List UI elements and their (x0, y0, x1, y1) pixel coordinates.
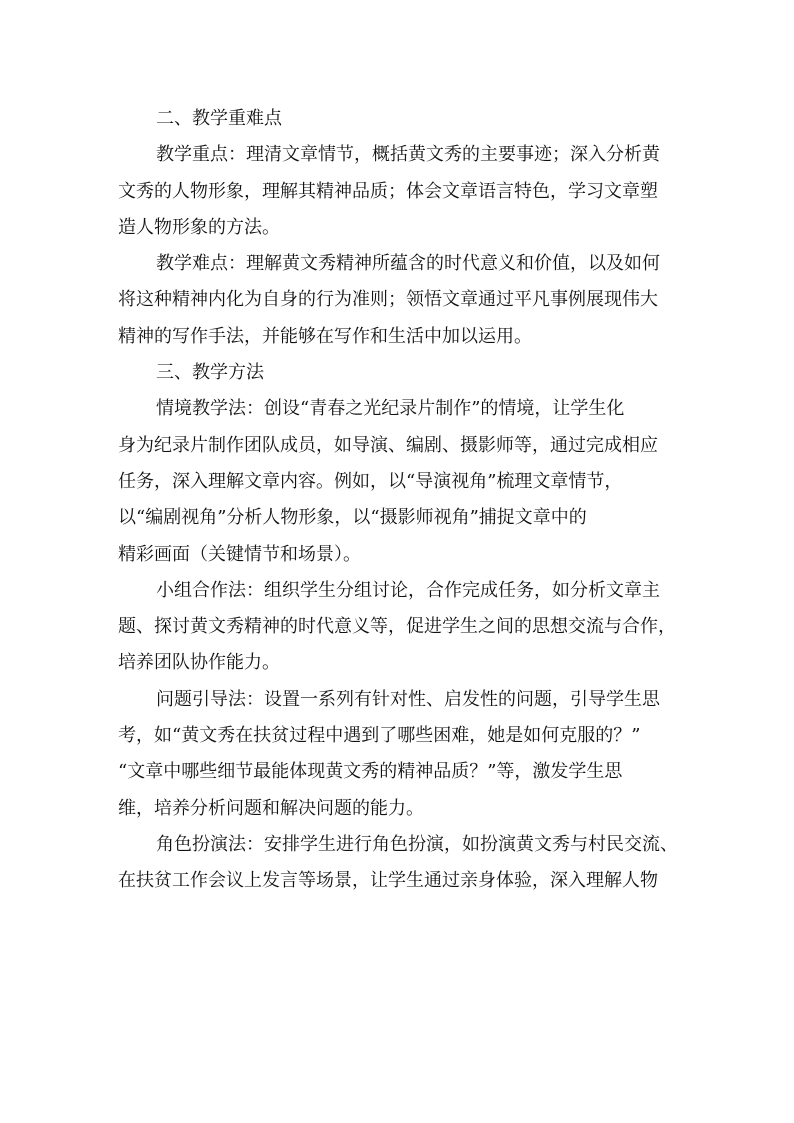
paragraph-line: 考，如“黄文秀在扶贫过程中遇到了哪些困难，她是如何克服的？” (118, 725, 641, 747)
paragraph-line: 题、探讨黄文秀精神的时代意义等，促进学生之间的思想交流与合作， (118, 616, 676, 638)
paragraph-line: 教学重点：理清文章情节，概括黄文秀的主要事迹；深入分析黄 (156, 144, 660, 166)
paragraph-line: 将这种精神内化为自身的行为准则；领悟文章通过平凡事例展现伟大 (118, 289, 658, 311)
paragraph-line: 身为纪录片制作团队成员，如导演、编剧、摄影师等，通过完成相应 (118, 434, 658, 456)
paragraph-line: 教学难点：理解黄文秀精神所蕴含的时代意义和价值，以及如何 (156, 253, 660, 275)
paragraph-line: 造人物形象的方法。 (118, 216, 280, 238)
paragraph-line: 精彩画面（关键情节和场景）。 (118, 543, 361, 565)
paragraph-line: “文章中哪些细节最能体现黄文秀的精神品质？”等，激发学生思 (118, 761, 623, 783)
paragraph-line: 维，培养分析问题和解决问题的能力。 (118, 797, 424, 819)
paragraph-line: 情境教学法：创设“青春之光纪录片制作”的情境，让学生化 (156, 398, 625, 420)
paragraph-line: 问题引导法：设置一系列有针对性、启发性的问题，引导学生思 (156, 688, 660, 710)
paragraph-line: 小组合作法：组织学生分组讨论，合作完成任务，如分析文章主 (156, 579, 660, 601)
paragraph-line: 培养团队协作能力。 (118, 652, 280, 674)
paragraph-line: 在扶贫工作会议上发言等场景，让学生通过亲身体验，深入理解人物 (118, 870, 658, 892)
document-body (118, 101, 678, 900)
paragraph-line: 精神的写作手法，并能够在写作和生活中加以运用。 (118, 325, 532, 347)
section-heading: 二、教学重难点 (156, 108, 282, 129)
paragraph-line: 角色扮演法：安排学生进行角色扮演，如扮演黄文秀与村民交流、 (156, 833, 678, 855)
section-heading: 三、教学方法 (156, 362, 264, 384)
paragraph-line: 任务，深入理解文章内容。例如，以“导演视角”梳理文章情节， (118, 470, 623, 492)
paragraph-line: 文秀的人物形象，理解其精神品质；体会文章语言特色，学习文章塑 (118, 180, 658, 202)
paragraph-line: 以“编剧视角”分析人物形象，以“摄影师视角”捕捉文章中的 (118, 507, 587, 529)
